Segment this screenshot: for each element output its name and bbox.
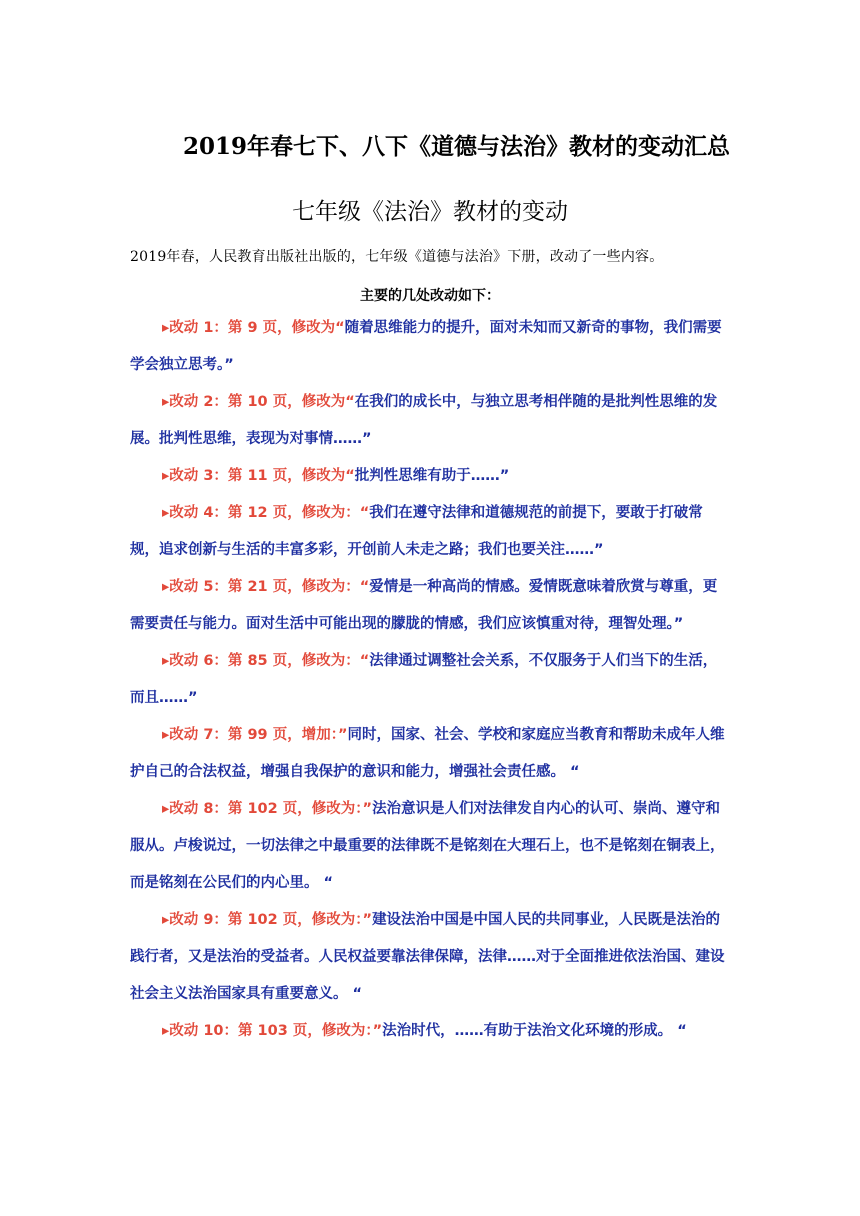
change-text: 我们在遵守法律和道德规范的前提下，要敢于打破常规，追求创新与生活的丰富多彩，开创前人未走之路；我们也要关注……”	[130, 505, 703, 558]
change-label: ▸改动 7：第 99 页，增加：”	[162, 727, 348, 743]
change-text: 同时，国家、社会、学校和家庭应当教育和帮助未成年人维护自己的合法权益，增强自我保护的意识和能力，增强社会责任感。 “	[130, 727, 725, 780]
change-item	[130, 495, 730, 569]
change-label: ▸改动 9：第 102 页，修改为：”	[162, 912, 373, 928]
change-item	[130, 1013, 730, 1050]
change-label: ▸改动 6：第 85 页，修改为：“	[162, 653, 370, 669]
change-label: ▸改动 10：第 103 页，修改为：”	[162, 1023, 383, 1039]
change-text: 爱情是一种高尚的情感。爱情既意味着欣赏与尊重，更需要责任与能力。面对生活中可能出现的朦胧的情感，我们应该慎重对待，理智处理。”	[130, 579, 718, 632]
change-item	[130, 791, 730, 902]
document-subtitle: 七年级《法治》教材的变动	[292, 199, 568, 225]
change-text: 法律通过调整社会关系，不仅服务于人们当下的生活，而且……”	[130, 653, 718, 706]
document-title: 2019年春七下、八下《道德与法治》教材的变动汇总	[182, 133, 730, 160]
change-label: ▸改动 1：第 9 页，修改为“	[162, 320, 345, 336]
change-label: ▸改动 4：第 12 页，修改为：“	[162, 505, 370, 521]
change-text: 批判性思维有助于……”	[354, 468, 510, 484]
change-item	[130, 458, 730, 495]
intro-paragraph: 2019年春，人民教育出版社出版的，七年级《道德与法治》下册，改动了一些内容。	[130, 249, 664, 265]
change-item	[130, 902, 730, 1013]
change-item	[130, 384, 730, 458]
changes-list	[130, 310, 730, 1050]
change-label: ▸改动 8：第 102 页，修改为：”	[162, 801, 373, 817]
change-item	[130, 569, 730, 643]
change-text: 法治意识是人们对法律发自内心的认可、崇尚、遵守和服从。卢梭说过，一切法律之中最重要的法律既不是铭刻在大理石上，也不是铭刻在铜表上，而是铭刻在公民们的内心里。 “	[130, 801, 725, 891]
change-text: 在我们的成长中，与独立思考相伴随的是批判性思维的发展。批判性思维，表现为对事情……”	[130, 394, 718, 447]
change-text: 法治时代，……有助于法治文化环境的形成。 “	[382, 1023, 687, 1039]
change-label: ▸改动 2：第 10 页，修改为“	[162, 394, 355, 410]
lead-line: 主要的几处改动如下：	[360, 288, 500, 304]
change-label: ▸改动 5：第 21 页，修改为：“	[162, 579, 370, 595]
change-item	[130, 717, 730, 791]
change-item	[130, 310, 730, 384]
change-label: ▸改动 3：第 11 页，修改为“	[162, 468, 355, 484]
change-item	[130, 643, 730, 717]
change-text: 建设法治中国是中国人民的共同事业，人民既是法治的践行者，又是法治的受益者。人民权益要靠法律保障，法律……对于全面推进依法治国、建设社会主义法治国家具有重要意义。 “	[130, 912, 725, 1002]
change-text: 随着思维能力的提升，面对未知而又新奇的事物，我们需要学会独立思考。”	[130, 320, 722, 373]
